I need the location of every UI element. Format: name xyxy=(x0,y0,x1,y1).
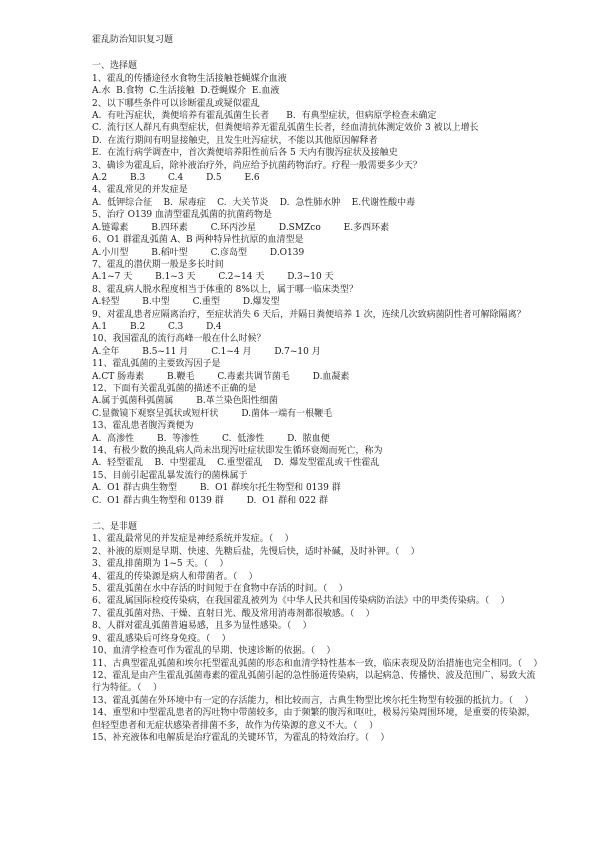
question-line: A.全年 B.5~11 月 C.1~4 月 D.7~10 月 xyxy=(92,346,321,357)
question-line: C. 流行区人群凡有典型症状，但粪便培养无霍乱弧菌生长者，经血清抗体测定效价 3 被以上增长 xyxy=(92,123,479,134)
question-line: 13、霍乱患者腹泻粪便为 xyxy=(92,421,194,432)
question-line: 5、治疗 O139 血清型霍乱弧菌的抗菌药物是 xyxy=(92,210,273,221)
question-line: 7、霍乱弧菌对热、干燥、直射日光、酸及常用消毒剂都很敏感。（ ） xyxy=(92,608,375,619)
question-line: A.2 B.3 C.4 D.5 E.6 xyxy=(92,173,260,184)
question-line: C.显微镜下观察呈弧状或短杆状 D.菌体一端有一根鞭毛 xyxy=(92,408,333,419)
question-line: 12、下面有关霍乱弧菌的描述不正确的是 xyxy=(92,383,257,394)
question-line: 6、霍乱属国际检疫传染病，在我国霍乱被列为《中华人民共和国传染病防治法》中的甲类传染病。（ ） xyxy=(92,596,510,607)
question-line: 3、确诊为霍乱后，除补液治疗外，尚应给予抗菌药物治疗。疗程一般需要多少天？ xyxy=(92,160,422,171)
question-line: 1、霍乱的传播途径水食物生活接触苍蝇媒介血液 xyxy=(92,73,287,84)
question-line: A.1~7 天 B.1~3 天 C.2~14 天 D.3~10 天 xyxy=(92,272,334,283)
question-line: A.CT 肠毒素 B.鞭毛 C.毒素共调节菌毛 D.血凝素 xyxy=(92,371,350,382)
question-line: 9、霍乱感染后可终身免疫。（ ） xyxy=(92,633,231,644)
question-line: 8、霍乱病人脱水程度相当于体重的 8%以上，属于哪一临床类型？ xyxy=(92,284,358,295)
question-line: 12、霍乱是由产生霍乱弧菌毒素的霍乱弧菌引起的急性肠道传染病，以起病急、传播快、波及范围广、易致大流行为特征。（ ） xyxy=(92,670,536,694)
question-line: 10、我国霍乱的流行高峰一般在什么时候？ xyxy=(92,334,266,345)
question-line: 15、补充液体和电解质是治疗霍乱的关键环节，为霍乱的特效治疗。（ ） xyxy=(92,732,390,743)
question-line: 14、有极少数的换乱病人尚未出现泻吐症状即发生循环衰竭而死亡，称为 xyxy=(92,446,383,456)
question-line: 11、霍乱弧菌的主要致泻因子是 xyxy=(92,359,221,370)
question-line: A.链霉素 B.四环素 C.环丙沙星 D.SMZco E.多西环素 xyxy=(92,222,390,233)
question-line: 9、对霍乱患者应隔离治疗，至症状消失 6 天后，并隔日粪便培养 1 次，连续几次致病菌阴性者可解除隔离？ xyxy=(92,309,526,320)
question-line: 3、霍乱排菌期为 1~5 天。（ ） xyxy=(92,559,229,570)
question-line: C. O1 群古典生物型和 0139 群 D. O1 群和 022 群 xyxy=(92,495,328,506)
section-heading-true-false: 二、是非题 xyxy=(92,522,138,533)
question-line: A.属于弧菌科弧菌属 B.革兰染色阳性细菌 xyxy=(92,396,278,407)
question-line: A. 有吐泻症状，粪便培养有霍乱弧菌生长者 B. 有典型症状，但病原学检查未确定 xyxy=(92,111,437,122)
choice-questions xyxy=(92,73,540,507)
question-line: E. 在流行病学调查中，首次粪便培养阳性前后各 5 天内有腹泻症状及接触史 xyxy=(92,148,398,159)
question-line: D. 在流行期间有明显接触史，且发生吐泻症状，不能以其他原因解释者 xyxy=(92,135,378,146)
question-line: A.水 B.食物 C.生活接触 D.苍蝇媒介 E.血液 xyxy=(92,86,280,97)
question-line: A.小川型 B.稻叶型 C.彦岛型 D.O139 xyxy=(92,247,305,258)
question-line: 15、目前引起霍乱暴发流行的菌株属于 xyxy=(92,470,248,481)
question-line: 14、重型和中型霍乱患者的泻吐物中带菌较多，由于频繁的腹泻和呕吐，极易污染周围环境，是重要的传染源，但轻型患者和无症状感染者排菌不多，故作为传染源的意义不大。（ ） xyxy=(92,708,536,731)
question-line: 8、人群对霍乱弧菌普遍易感，且多为显性感染。（ ） xyxy=(92,621,312,632)
question-line: 4、霍乱常见的并发症是 xyxy=(92,185,188,196)
section-heading-choice: 一、选择题 xyxy=(92,61,138,72)
question-line: 2、补液的原则是早期、快速、先糖后盐，先慢后快，适时补碱，及时补钾。（ ） xyxy=(92,546,420,557)
true-false-questions xyxy=(92,533,543,744)
question-line: A. 高渗性 B. 等渗性 C. 低渗性 D. 脓血便 xyxy=(92,433,330,444)
question-line: A. O1 群古典生物型 B. O1 群埃尔托生物型和 0139 群 xyxy=(92,483,341,494)
question-line: 2、以下哪些条件可以诊断霍乱或疑似霍乱 xyxy=(92,98,260,109)
question-line: A.轻型 B.中型 C.重型 D.爆发型 xyxy=(92,297,280,308)
question-line: 11、古典型霍乱弧菌和埃尔托型霍乱弧菌的形态和血清学特性基本一致，临床表现及防治措施也完全相同。（ ） xyxy=(92,658,543,669)
question-line: A. 轻型霍乱 B. 中型霍乱 C.重型霍乱 D. 爆发型霍乱或干性霍乱 xyxy=(92,458,380,469)
page-title: 霍乱防治知识复习题 xyxy=(92,35,174,45)
question-line: A.1 B.2 C.3 D.4 xyxy=(92,321,222,332)
question-line: 1、霍乱最常见的并发症是神经系统并发症。（ ） xyxy=(92,534,294,545)
question-line: 7、霍乱的潜伏期一般是多长时间 xyxy=(92,259,224,270)
question-line: A. 低钾综合征 B. 尿毒症 C. 大关节炎 D. 急性肺水肿 E.代谢性酸中毒 xyxy=(92,197,416,208)
question-line: 10、血清学检查可作为霍乱的早期、快速诊断的依据。（ ） xyxy=(92,646,336,657)
question-line: 4、霍乱的传染源是病人和带菌者。（ ） xyxy=(92,571,258,582)
question-line: 5、霍乱弧菌在水中存活的时间短于在食物中存活的时间。（ ） xyxy=(92,584,348,595)
question-line: 13、霍乱弧菌在外环境中有一定的存活能力，相比较而言，古典生物型比埃尔托生物型有较强的抵抗力。（ ） xyxy=(92,695,534,706)
question-line: 6、O1 群霍乱弧菌 A、B 两种特异性抗原的血清型是 xyxy=(92,235,304,246)
